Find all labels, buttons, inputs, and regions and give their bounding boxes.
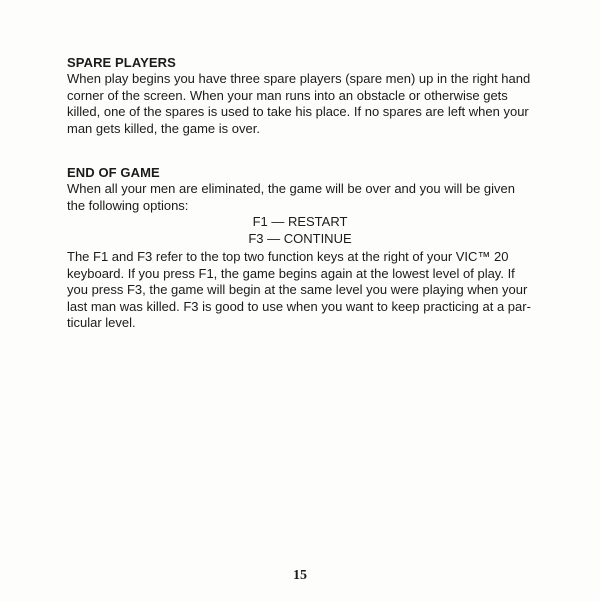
paragraph-line: the following options:: [67, 197, 189, 213]
paragraph-line: keyboard. If you press F1, the game begins again at the lowest level of play. If: [67, 265, 515, 281]
option-continue: F3 — CONTINUE: [248, 230, 352, 246]
paragraph-line: When all your men are eliminated, the game will be over and you will be given: [67, 181, 516, 196]
end-of-game-intro: [67, 181, 537, 214]
end-of-game-section: [67, 164, 537, 214]
paragraph-line: The F1 and F3 refer to the top two function keys at the right of your VIC™ 20: [67, 249, 509, 264]
paragraph-line: ticular level.: [67, 315, 136, 330]
end-of-game-detail-section: [67, 249, 537, 332]
end-of-game-detail: [67, 249, 537, 332]
paragraph-line: corner of the screen. When your man runs into an obstacle or otherwise gets: [67, 87, 508, 103]
paragraph-line: you press F3, the game will begin at the same level you were playing when your: [67, 282, 528, 297]
paragraph-line: killed, one of the spares is used to take his place. If no spares are left when your: [67, 104, 529, 119]
spare-players-paragraph: [67, 71, 537, 137]
end-of-game-options: [0, 214, 600, 247]
paragraph-line: man gets killed, the game is over.: [67, 120, 260, 136]
spare-players-heading: SPARE PLAYERS: [67, 55, 176, 70]
page-number: 15: [293, 568, 307, 583]
spare-players-section: [67, 54, 537, 137]
end-of-game-heading: END OF GAME: [67, 165, 160, 180]
paragraph-line: last man was killed. F3 is good to use when you want to keep practicing at a par-: [67, 298, 531, 314]
paragraph-line: When play begins you have three spare players (spare men) up in the right hand: [67, 71, 531, 86]
option-restart: F1 — RESTART: [252, 214, 348, 229]
